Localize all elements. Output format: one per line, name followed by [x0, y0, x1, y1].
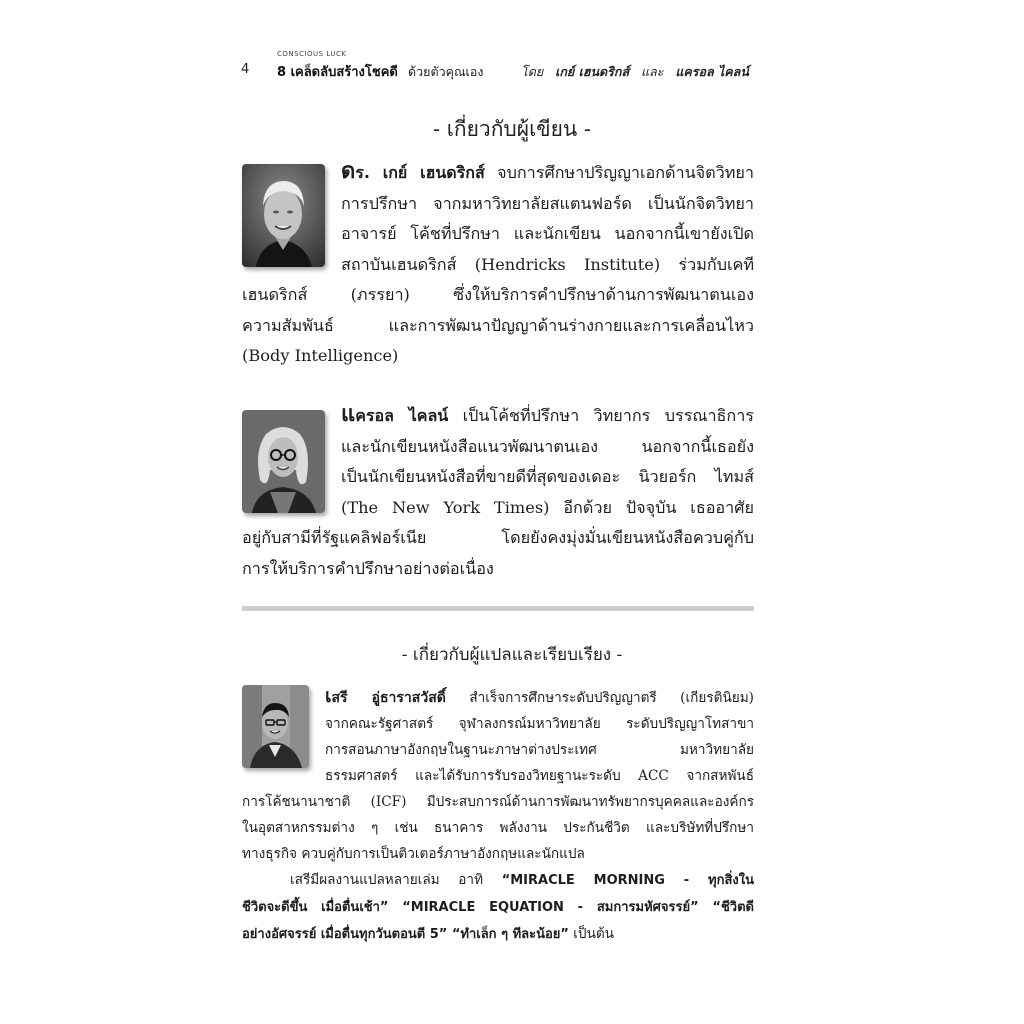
bio-line — [242, 894, 754, 921]
author-name — [341, 402, 449, 427]
work-title: อย่างอัศจรรย์ เมื่อตื่นทุกวันตอนตี 5” — [242, 927, 448, 942]
bio-line — [242, 157, 754, 189]
work-title: “ทำเล็ก ๆ ทีละน้อย” — [447, 927, 569, 942]
bio-line — [242, 683, 754, 711]
page-number: 4 — [241, 62, 250, 77]
bio-text: สำเร็จการศึกษาระดับปริญญาตรี (เกียรตินิยม) — [445, 690, 754, 706]
bio-line: การปรึกษา จากมหาวิทยาลัยสแตนฟอร์ด เป็นนักจิตวิทยา — [341, 193, 754, 213]
works-intro: เสรีมีผลงานแปลหลายเล่ม อาทิ — [290, 872, 502, 888]
bio-text: เป็นโค้ชที่ปรึกษา วิทยากร บรรณาธิการ — [448, 406, 754, 425]
works-end: เป็นต้น — [568, 926, 614, 942]
brand-label: CONSCIOUS LUCK — [277, 50, 347, 58]
author-bio-gay-hendricks — [242, 157, 754, 372]
bio-line — [242, 400, 754, 432]
and-word: และ — [641, 64, 664, 79]
dropcap: แ — [341, 402, 356, 427]
byline — [521, 62, 749, 82]
bio-line: และนักเขียนหนังสือแนวพัฒนาตนเอง นอกจากนี้เธอยัง — [341, 436, 754, 456]
bio-line — [242, 867, 754, 894]
translator-bio — [242, 683, 754, 948]
running-header — [0, 0, 1024, 90]
author-name-rest: ครอล ไคลน์ — [355, 406, 449, 425]
work-title: “MIRACLE EQUATION - สมการมหัศจรรย์” “ชีวิตดี — [388, 900, 754, 915]
bio-line: เฮนดริกส์ (ภรรยา) ซึ่งให้บริการคำปรึกษาด้านการพัฒนาตนเอง — [242, 285, 754, 304]
translator-name — [325, 685, 446, 707]
author-bio-carol-kline — [242, 400, 754, 584]
bio-line: การให้บริการคำปรึกษาอย่างต่อเนื่อง — [242, 558, 494, 578]
author-1: เกย์ เฮนดริกส์ — [555, 64, 630, 79]
bio-line: อาจารย์ โค้ชที่ปรึกษา และนักเขียน นอกจากนี้เขายังเปิด — [341, 224, 754, 243]
author-name-rest: ร. เกย์ เฮนดริกส์ — [355, 163, 485, 182]
work-title: ชีวิตจะดีขึ้น เมื่อตื่นเช้า” — [242, 900, 389, 915]
section-title-translator: - เกี่ยวกับผู้แปลและเรียบเรียง - — [401, 645, 623, 665]
bio-line: สถาบันเฮนดริกส์ (Hendricks Institute) ร่วมกับเคที — [341, 254, 754, 274]
work-title: “MIRACLE MORNING - ทุกสิ่งใน — [501, 873, 754, 888]
book-title: 8 เคล็ดลับสร้างโชคดี — [277, 65, 398, 80]
bio-text: จบการศึกษาปริญญาเอกด้านจิตวิทยา — [484, 163, 755, 182]
bio-line: ความสัมพันธ์ และการพัฒนาปัญญาด้านร่างกายและการเคลื่อนไหว — [242, 315, 754, 335]
dropcap: เ — [325, 685, 332, 707]
section-divider — [242, 606, 754, 611]
bio-line: ในอุตสาหกรรมต่าง ๆ เช่น ธนาคาร พลังงาน ประกันชีวิต และบริษัทที่ปรึกษา — [242, 820, 754, 836]
bio-line: ธรรมศาสตร์ และได้รับการรับรองวิทยฐานะระดับ ACC จากสหพันธ์ — [325, 768, 754, 784]
bio-line: อยู่กับสามีที่รัฐแคลิฟอร์เนีย โดยยังคงมุ่งมั่นเขียนหนังสือควบคู่กับ — [242, 528, 754, 547]
bio-line: การโค้ชนานาชาติ (ICF) มีประสบการณ์ด้านการพัฒนาทรัพยากรบุคคลและองค์กร — [242, 794, 754, 810]
bio-line: (Body Intelligence) — [242, 346, 399, 365]
by-word: โดย — [521, 64, 544, 79]
bio-line: เป็นนักเขียนหนังสือที่ขายดีที่สุดของเดอะ นิวยอร์ก ไทมส์ — [341, 467, 754, 486]
translator-name-rest: สรี อู่ธาราสวัสดิ์ — [331, 690, 446, 706]
bio-line: จากคณะรัฐศาสตร์ จุฬาลงกรณ์มหาวิทยาลัย ระดับปริญญาโทสาขา — [325, 716, 754, 732]
author-2: แครอล ไคลน์ — [675, 64, 749, 79]
book-subtitle: ด้วยตัวคุณเอง — [408, 64, 484, 79]
bio-line — [242, 921, 754, 948]
section-title-authors: - เกี่ยวกับผู้เขียน - — [432, 117, 592, 141]
bio-line: การสอนภาษาอังกฤษในฐานะภาษาต่างประเทศ มหาวิทยาลัย — [325, 742, 754, 758]
author-name — [341, 159, 485, 184]
dropcap: ด — [341, 159, 356, 184]
bio-line: (The New York Times) อีกด้วย ปัจจุบัน เธออาศัย — [341, 497, 754, 517]
bio-line: ทางธุรกิจ ควบคู่กับการเป็นติวเตอร์ภาษาอังกฤษและนักแปล — [242, 846, 585, 862]
